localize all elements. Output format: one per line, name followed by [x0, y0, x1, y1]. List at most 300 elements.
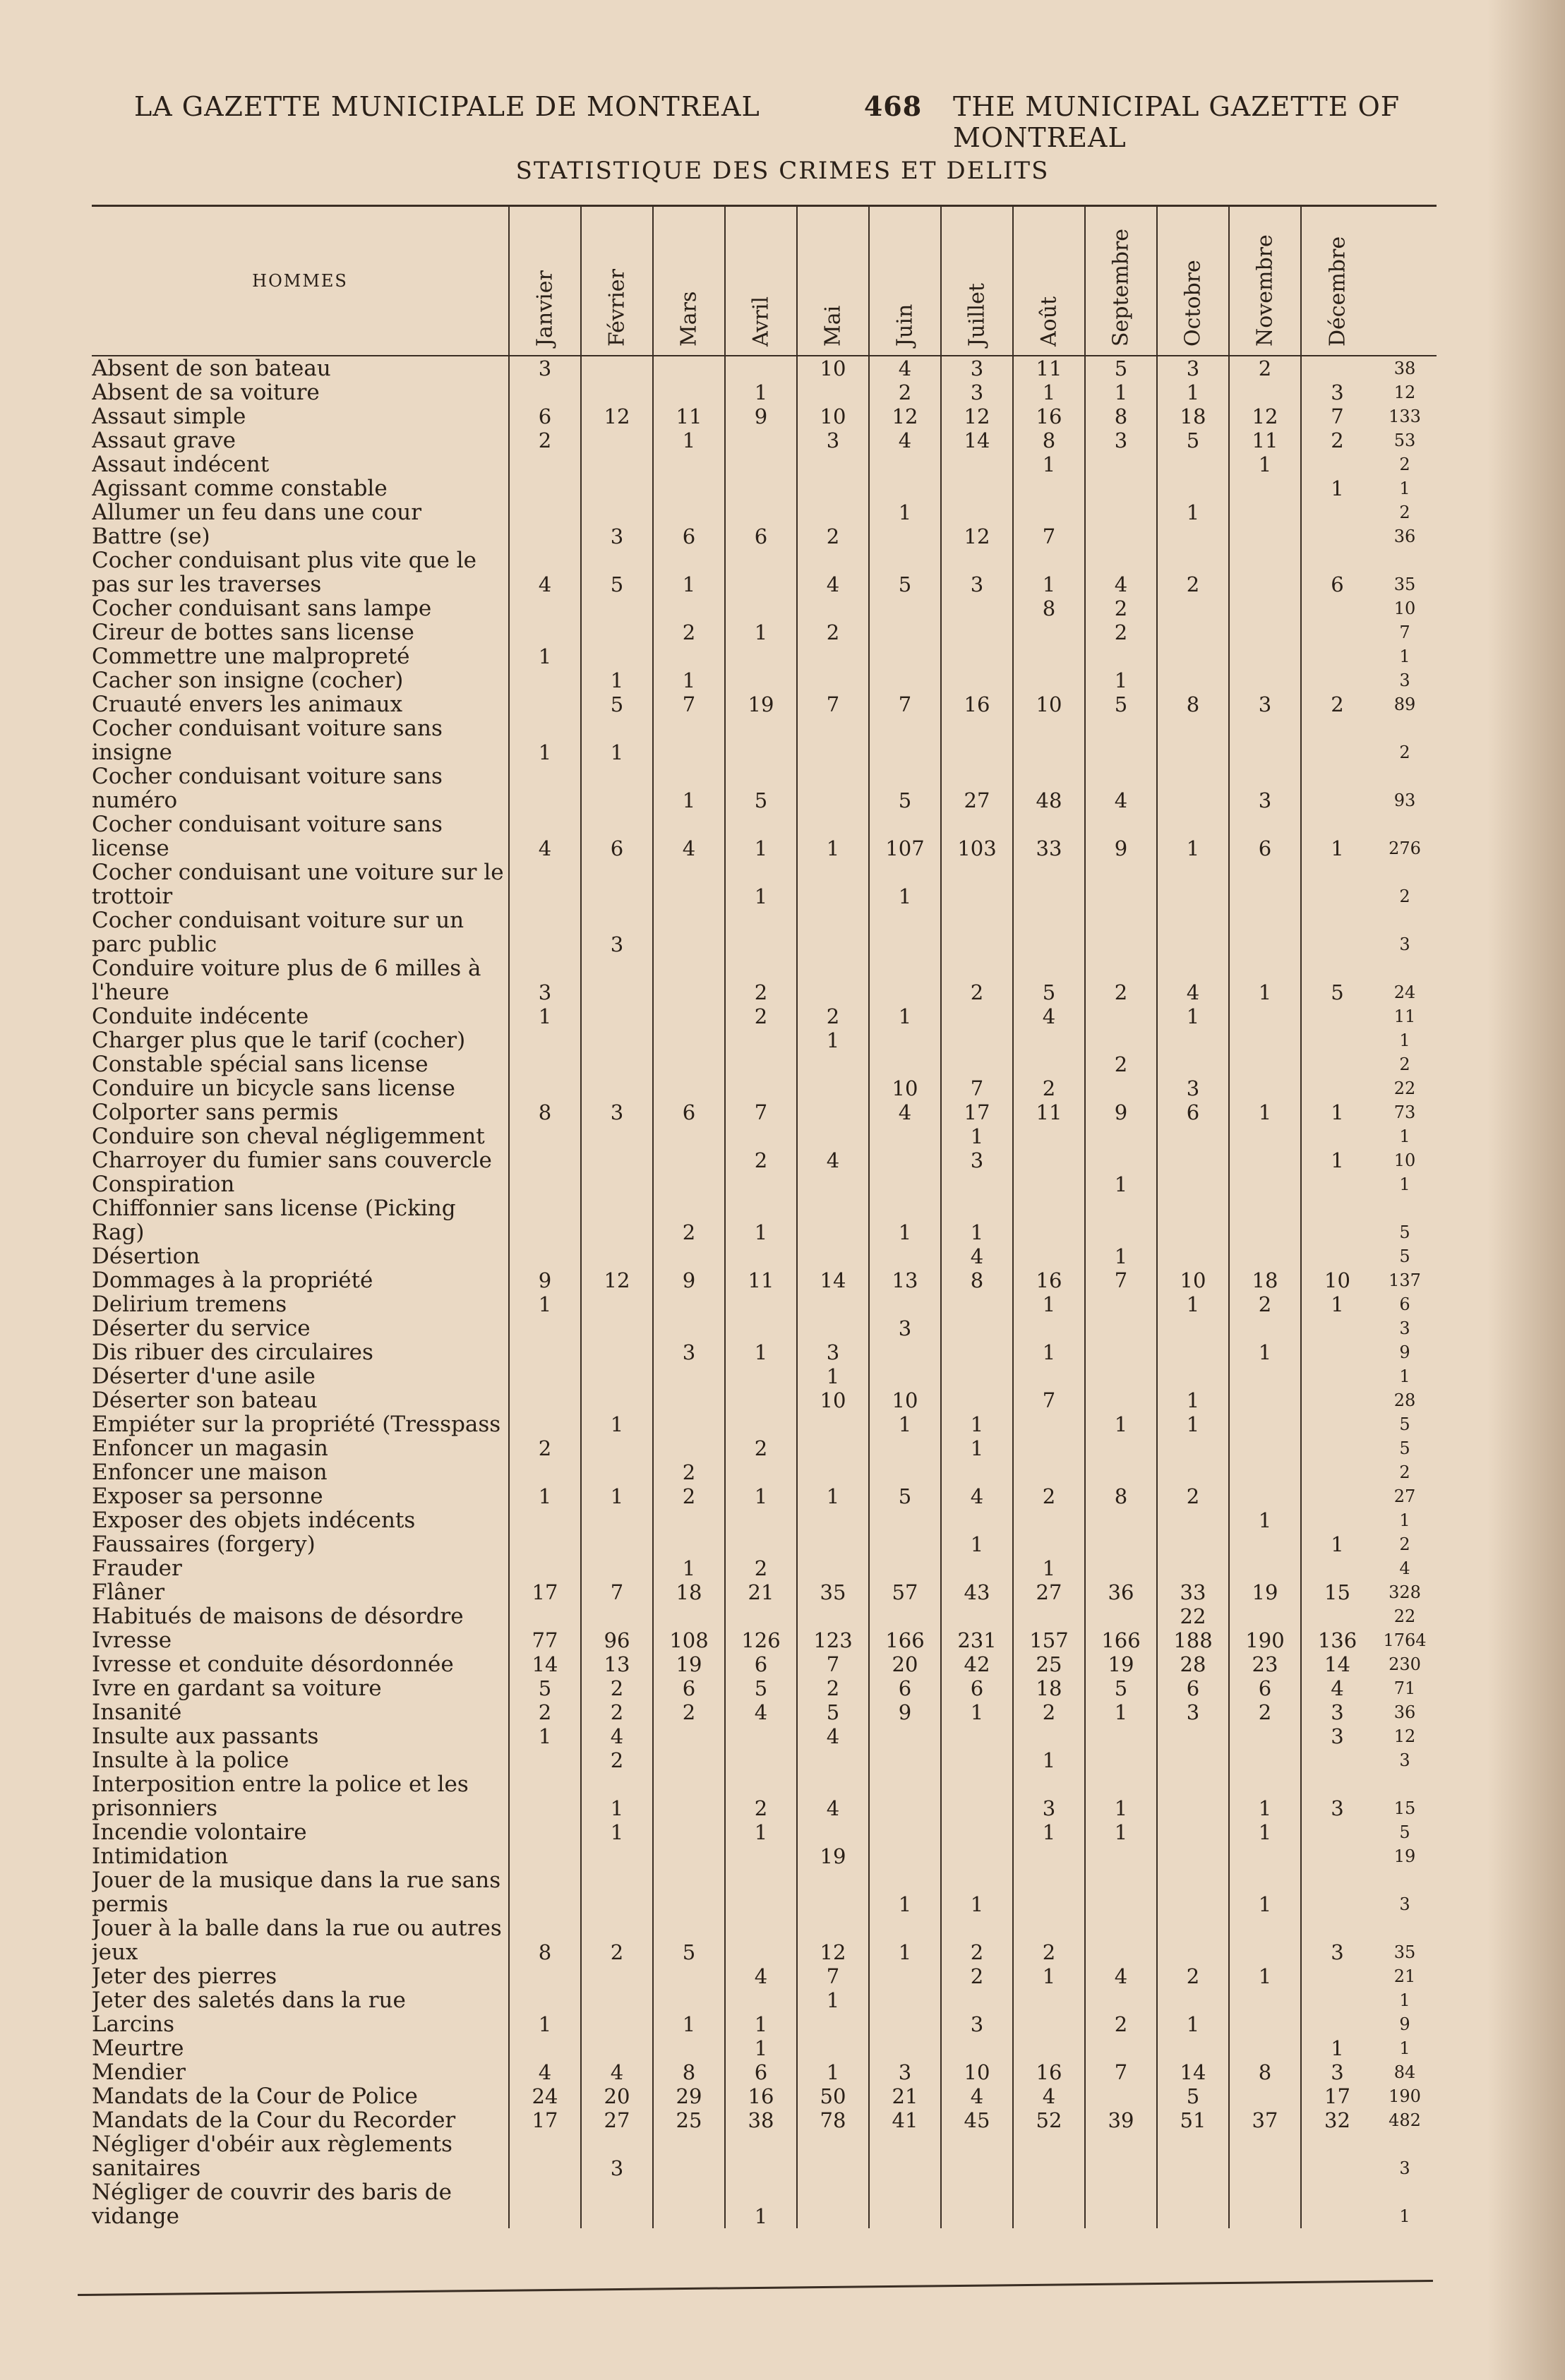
offence-label: Insulte à la police	[92, 1748, 289, 1772]
month-value	[581, 764, 653, 812]
row-total: 28	[1393, 1390, 1416, 1410]
row-total: 328	[1389, 1582, 1421, 1602]
month-value	[581, 1964, 653, 1988]
month-value: 5	[869, 1484, 941, 1508]
month-value: 16	[725, 2084, 797, 2108]
month-value	[1229, 1244, 1301, 1268]
month-value	[725, 716, 797, 764]
month-header	[1301, 207, 1373, 356]
month-value	[1013, 2180, 1085, 2228]
month-value	[581, 2012, 653, 2036]
month-value	[941, 1388, 1013, 1412]
month-value	[869, 1340, 941, 1364]
offence-label: Flâner	[92, 1580, 165, 1604]
month-value	[1229, 380, 1301, 404]
month-value	[1157, 1748, 1229, 1772]
month-value	[653, 1388, 725, 1412]
table-row	[92, 2132, 1437, 2180]
month-value: 20	[581, 2084, 653, 2108]
month-value	[1085, 1844, 1157, 1868]
table-header-row	[92, 207, 1437, 356]
month-value: 5	[869, 764, 941, 812]
month-value	[941, 1364, 1013, 1388]
offence-label: Cocher conduisant voiture sans numéro	[92, 764, 443, 812]
offence-label: Cacher son insigne (cocher)	[92, 668, 404, 692]
month-value	[1229, 620, 1301, 644]
month-value: 3	[1301, 1724, 1373, 1748]
offence-label: Commettre une malpropreté	[92, 644, 410, 668]
month-value: 5	[1085, 1676, 1157, 1700]
month-value: 3	[581, 524, 653, 548]
month-value: 4	[941, 1244, 1013, 1268]
month-value	[653, 1028, 725, 1052]
month-value: 1	[1085, 1820, 1157, 1844]
month-value	[941, 1508, 1013, 1532]
row-total: 1	[1399, 1030, 1410, 1050]
month-value	[869, 1988, 941, 2012]
offence-label: Conspiration	[92, 1172, 235, 1196]
month-value	[797, 1076, 869, 1100]
month-value: 3	[941, 548, 1013, 596]
row-total: 2	[1399, 502, 1410, 522]
month-value	[797, 1196, 869, 1244]
month-label: Décembre	[1325, 236, 1350, 347]
month-value: 6	[581, 812, 653, 860]
month-value	[797, 476, 869, 500]
month-value: 1	[797, 1988, 869, 2012]
row-total: 6	[1399, 1294, 1410, 1314]
month-value: 14	[941, 428, 1013, 452]
month-value	[1013, 1988, 1085, 2012]
month-value	[725, 1412, 797, 1436]
month-value: 10	[869, 1076, 941, 1100]
month-value	[1157, 1340, 1229, 1364]
month-value	[941, 1292, 1013, 1316]
offence-label: Assaut grave	[92, 428, 236, 452]
month-label: Mars	[676, 291, 702, 347]
month-value	[797, 2180, 869, 2228]
month-value	[509, 764, 581, 812]
month-value: 7	[797, 1652, 869, 1676]
month-value	[1085, 1748, 1157, 1772]
month-value	[797, 1436, 869, 1460]
month-value: 6	[653, 524, 725, 548]
month-value	[1157, 908, 1229, 956]
month-value: 8	[653, 2060, 725, 2084]
row-total: 3	[1399, 670, 1410, 690]
row-total: 2	[1399, 1462, 1410, 1482]
month-value	[653, 1988, 725, 2012]
month-value	[581, 1340, 653, 1364]
month-value: 1	[869, 500, 941, 524]
month-value: 136	[1301, 1628, 1373, 1652]
month-value	[869, 1148, 941, 1172]
month-value: 4	[581, 2060, 653, 2084]
month-value	[725, 452, 797, 476]
month-value: 4	[1157, 956, 1229, 1004]
month-value	[797, 716, 869, 764]
month-value	[1301, 356, 1373, 380]
month-value	[1013, 1364, 1085, 1388]
month-value: 1	[1229, 452, 1301, 476]
month-value	[1229, 1412, 1301, 1436]
month-value: 1	[797, 2060, 869, 2084]
month-value	[1085, 1292, 1157, 1316]
table-row	[92, 428, 1437, 452]
month-value: 19	[653, 1652, 725, 1676]
table-row	[92, 1340, 1437, 1364]
month-value: 16	[1013, 2060, 1085, 2084]
month-value	[1085, 860, 1157, 908]
month-value	[797, 1316, 869, 1340]
row-total: 1	[1399, 1366, 1410, 1386]
row-total: 2	[1399, 1534, 1410, 1554]
month-value: 13	[869, 1268, 941, 1292]
month-value	[581, 2036, 653, 2060]
month-value: 12	[797, 1916, 869, 1964]
table-row	[92, 1364, 1437, 1388]
month-value	[1229, 1148, 1301, 1172]
month-value: 1	[725, 1196, 797, 1244]
month-value: 1	[869, 1196, 941, 1244]
month-value	[797, 1412, 869, 1436]
offence-label: Battre (se)	[92, 524, 210, 548]
table-row	[92, 1268, 1437, 1292]
month-value	[725, 476, 797, 500]
table-row	[92, 1844, 1437, 1868]
month-value	[1013, 1724, 1085, 1748]
page-number: 468	[863, 90, 923, 122]
month-value: 24	[509, 2084, 581, 2108]
month-value: 1	[581, 668, 653, 692]
month-value: 4	[509, 812, 581, 860]
month-value: 1	[1157, 1388, 1229, 1412]
month-value	[509, 692, 581, 716]
row-total: 2	[1399, 454, 1410, 474]
month-value: 1	[653, 668, 725, 692]
month-value	[869, 620, 941, 644]
month-value	[1157, 1508, 1229, 1532]
offence-label: Absent de son bateau	[92, 356, 331, 380]
month-value	[1085, 452, 1157, 476]
month-value	[1157, 1172, 1229, 1196]
month-value	[509, 620, 581, 644]
month-value	[869, 476, 941, 500]
month-value	[1229, 1916, 1301, 1964]
table-row	[92, 1748, 1437, 1772]
month-value: 2	[797, 1004, 869, 1028]
month-value: 1	[1157, 812, 1229, 860]
month-value: 16	[1013, 1268, 1085, 1292]
row-total: 5	[1399, 1222, 1410, 1242]
row-total: 7	[1399, 622, 1410, 642]
month-value	[509, 1556, 581, 1580]
table-row	[92, 716, 1437, 764]
month-value	[653, 1724, 725, 1748]
row-total: 1	[1399, 1126, 1410, 1146]
month-value	[581, 476, 653, 500]
hommes-header: HOMMES	[92, 207, 509, 356]
month-value	[1013, 668, 1085, 692]
month-value	[653, 1820, 725, 1844]
month-value	[1301, 596, 1373, 620]
row-total: 4	[1399, 1558, 1410, 1578]
month-value	[1229, 1844, 1301, 1868]
running-header	[134, 90, 1475, 153]
month-value: 1	[509, 716, 581, 764]
offence-label: Cocher conduisant voiture sur un parc public	[92, 908, 464, 956]
table-row	[92, 812, 1437, 860]
month-value	[581, 1316, 653, 1340]
month-value: 2	[509, 1700, 581, 1724]
table-row	[92, 860, 1437, 908]
month-value	[1229, 2084, 1301, 2108]
table-row	[92, 644, 1437, 668]
month-value: 166	[1085, 1628, 1157, 1652]
row-total: 3	[1399, 1894, 1410, 1914]
month-value	[941, 1028, 1013, 1052]
month-value: 2	[1013, 1484, 1085, 1508]
month-value: 2	[653, 1700, 725, 1724]
table-row	[92, 668, 1437, 692]
month-value	[581, 356, 653, 380]
month-value: 2	[941, 1916, 1013, 1964]
month-value: 4	[1301, 1676, 1373, 1700]
month-value	[1013, 1844, 1085, 1868]
month-value: 96	[581, 1628, 653, 1652]
month-value: 10	[941, 2060, 1013, 2084]
month-value: 4	[797, 1724, 869, 1748]
month-value	[941, 1316, 1013, 1340]
row-total: 11	[1393, 1006, 1416, 1026]
month-value: 1	[581, 716, 653, 764]
offence-label: Larcins	[92, 2012, 175, 2036]
month-value: 4	[1085, 1964, 1157, 1988]
month-value	[941, 1460, 1013, 1484]
offence-label: Mendier	[92, 2060, 186, 2084]
month-value: 2	[1229, 356, 1301, 380]
month-value: 1	[1085, 1700, 1157, 1724]
month-value	[941, 1988, 1013, 2012]
month-value	[509, 524, 581, 548]
month-value: 28	[1157, 1652, 1229, 1676]
month-value: 1	[581, 1412, 653, 1436]
table-row	[92, 1604, 1437, 1628]
month-value: 4	[509, 2060, 581, 2084]
month-value	[653, 860, 725, 908]
month-value: 2	[797, 1676, 869, 1700]
month-value	[653, 2132, 725, 2180]
month-value	[581, 2180, 653, 2228]
month-value	[653, 1532, 725, 1556]
month-value	[653, 1076, 725, 1100]
month-value: 2	[1085, 2012, 1157, 2036]
month-value	[1157, 716, 1229, 764]
month-value	[725, 1316, 797, 1340]
month-value: 1	[869, 1916, 941, 1964]
offence-label: Cocher conduisant voiture sans license	[92, 812, 443, 860]
month-value	[1157, 1244, 1229, 1268]
month-value	[797, 1460, 869, 1484]
month-value	[797, 500, 869, 524]
month-value	[1229, 596, 1301, 620]
month-value	[581, 1124, 653, 1148]
offence-label: Conduite indécente	[92, 1004, 309, 1028]
row-total: 2	[1399, 1054, 1410, 1074]
month-value: 1	[1013, 1340, 1085, 1364]
month-value: 3	[1301, 380, 1373, 404]
offence-label: Jeter des saletés dans la rue	[92, 1988, 406, 2012]
month-value	[869, 2012, 941, 2036]
month-value	[1085, 1988, 1157, 2012]
month-value: 4	[869, 1100, 941, 1124]
offence-label: Intimidation	[92, 1844, 229, 1868]
month-value	[1013, 2036, 1085, 2060]
month-value	[1157, 2132, 1229, 2180]
month-value	[509, 1412, 581, 1436]
month-value	[725, 1988, 797, 2012]
offence-label: Déserter son bateau	[92, 1388, 318, 1412]
offence-label: Déserter d'une asile	[92, 1364, 316, 1388]
month-value	[725, 668, 797, 692]
row-total: 1	[1399, 2038, 1410, 2058]
month-value	[1157, 1532, 1229, 1556]
month-value	[1229, 1532, 1301, 1556]
month-value: 1	[941, 1532, 1013, 1556]
month-value: 3	[941, 356, 1013, 380]
month-value	[1301, 1244, 1373, 1268]
row-total: 5	[1399, 1414, 1410, 1434]
month-value: 1	[1157, 1412, 1229, 1436]
month-value	[1301, 452, 1373, 476]
month-value: 11	[1229, 428, 1301, 452]
offence-label: Assaut indécent	[92, 452, 270, 476]
month-value: 1	[1301, 1100, 1373, 1124]
month-value: 7	[581, 1580, 653, 1604]
row-total: 38	[1393, 358, 1416, 378]
offence-label: Cocher conduisant sans lampe	[92, 596, 432, 620]
month-value	[581, 644, 653, 668]
table-row	[92, 1148, 1437, 1172]
month-value: 35	[797, 1580, 869, 1604]
month-value	[1085, 1556, 1157, 1580]
month-value	[1013, 1508, 1085, 1532]
month-value: 5	[581, 548, 653, 596]
month-value	[1157, 1772, 1229, 1820]
month-value	[1157, 1988, 1229, 2012]
month-value	[1301, 1820, 1373, 1844]
month-value: 14	[797, 1268, 869, 1292]
row-total: 2	[1399, 742, 1410, 762]
table-row	[92, 908, 1437, 956]
row-total: 10	[1393, 1150, 1416, 1170]
row-total: 1764	[1383, 1630, 1427, 1650]
month-value: 2	[1157, 1964, 1229, 1988]
month-value	[1229, 1052, 1301, 1076]
month-value	[653, 476, 725, 500]
month-value: 17	[941, 1100, 1013, 1124]
month-value	[653, 1508, 725, 1532]
month-value	[1157, 524, 1229, 548]
month-value	[869, 1964, 941, 1988]
month-value	[509, 860, 581, 908]
month-value	[1157, 1868, 1229, 1916]
month-value: 1	[1157, 2012, 1229, 2036]
month-value: 1	[797, 812, 869, 860]
month-value: 1	[1085, 380, 1157, 404]
month-value: 9	[869, 1700, 941, 1724]
month-value	[581, 1460, 653, 1484]
month-value	[653, 1772, 725, 1820]
month-value	[941, 2036, 1013, 2060]
month-value	[1301, 716, 1373, 764]
month-value: 3	[941, 2012, 1013, 2036]
row-total: 1	[1399, 2206, 1410, 2226]
month-value: 126	[725, 1628, 797, 1652]
row-total: 73	[1393, 1102, 1416, 1122]
month-value: 4	[869, 356, 941, 380]
month-value: 7	[1301, 404, 1373, 428]
table-row	[92, 620, 1437, 644]
month-value: 1	[1157, 1004, 1229, 1028]
row-total: 35	[1393, 574, 1416, 594]
month-value: 11	[1013, 356, 1085, 380]
month-value	[869, 668, 941, 692]
month-value	[1013, 908, 1085, 956]
table-row	[92, 1196, 1437, 1244]
month-value	[653, 1604, 725, 1628]
month-value	[941, 476, 1013, 500]
month-value: 12	[869, 404, 941, 428]
month-value	[797, 1868, 869, 1916]
month-label: Novembre	[1252, 234, 1278, 347]
month-value: 107	[869, 812, 941, 860]
month-value: 5	[797, 1700, 869, 1724]
month-header	[941, 207, 1013, 356]
month-value	[797, 2012, 869, 2036]
month-value	[869, 1124, 941, 1148]
row-total: 2	[1399, 886, 1410, 906]
month-value: 188	[1157, 1628, 1229, 1652]
row-total: 36	[1393, 526, 1416, 546]
month-value	[725, 1748, 797, 1772]
offence-label: Interposition entre la police et les prisonniers	[92, 1772, 469, 1820]
month-value	[941, 1844, 1013, 1868]
month-value: 19	[797, 1844, 869, 1868]
month-value	[869, 1556, 941, 1580]
month-value: 3	[941, 1148, 1013, 1172]
month-value	[1229, 908, 1301, 956]
month-value	[1301, 1196, 1373, 1244]
month-value: 1	[653, 1556, 725, 1580]
month-value	[581, 1364, 653, 1388]
offence-label: Négliger de couvrir des baris de vidange	[92, 2180, 452, 2228]
month-value: 2	[725, 1004, 797, 1028]
month-value	[725, 1076, 797, 1100]
month-value: 2	[1013, 1916, 1085, 1964]
month-value	[1301, 764, 1373, 812]
month-value	[869, 1724, 941, 1748]
row-total: 9	[1399, 1342, 1410, 1362]
month-value	[1085, 476, 1157, 500]
month-value: 1	[725, 860, 797, 908]
month-value	[1085, 1076, 1157, 1100]
month-value	[509, 1604, 581, 1628]
month-value	[1085, 1316, 1157, 1340]
table-row	[92, 404, 1437, 428]
month-value	[869, 908, 941, 956]
row-total: 35	[1393, 1942, 1416, 1962]
